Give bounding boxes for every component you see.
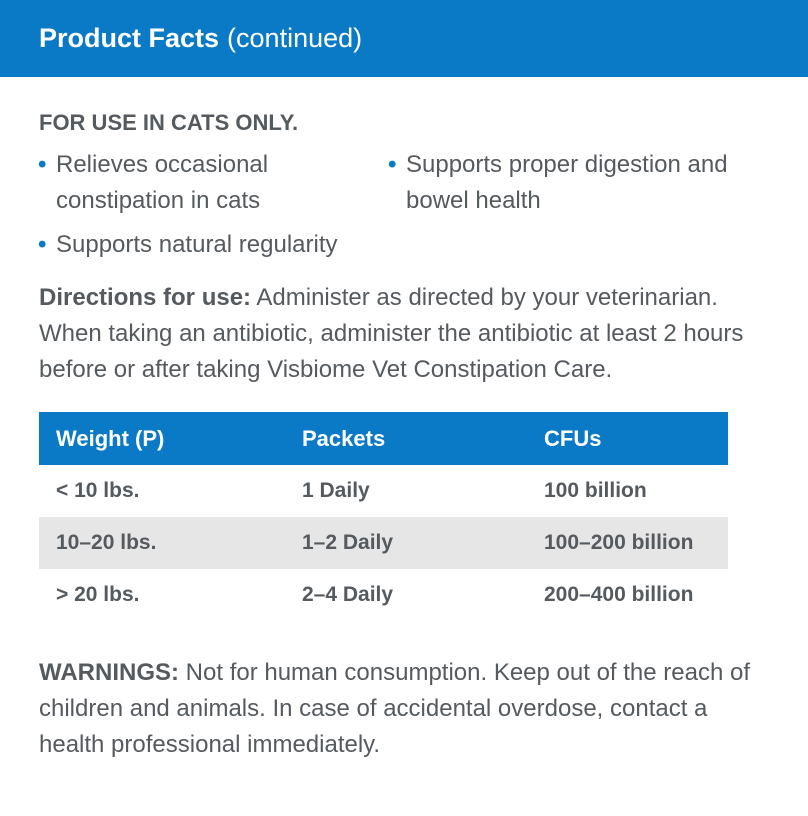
benefit-text: Supports proper digestion and bowel health <box>406 151 728 214</box>
table-cell-cfus: 200–400 billion <box>544 583 694 606</box>
benefit-text: Relieves occasional constipation in cats <box>56 151 269 214</box>
warnings-text: Not for human consumption. Keep out of the reach of children and animals. In case of accidental overdose, contact a health professional immediately. <box>39 659 751 758</box>
dosage-table <box>39 412 728 621</box>
header-subtitle: (continued) <box>227 23 363 53</box>
column-header-cfus: CFUs <box>544 412 728 465</box>
directions-label: Directions for use: <box>39 284 252 311</box>
table-cell-cfus: 100–200 billion <box>544 517 728 569</box>
column-header-weight: Weight (P) <box>39 412 302 465</box>
table-cell-packets: 1–2 Daily <box>302 517 544 569</box>
table-cell-packets: 2–4 Daily <box>302 583 394 606</box>
table-row <box>39 517 728 569</box>
table-cell-weight: < 10 lbs. <box>56 479 140 502</box>
table-cell-weight: > 20 lbs. <box>56 583 140 606</box>
bullet-icon: • <box>388 151 397 178</box>
benefit-text: Supports natural regularity <box>56 231 338 258</box>
directions-paragraph <box>39 280 779 388</box>
header-banner <box>0 0 808 77</box>
table-row <box>39 569 728 621</box>
table-cell-cfus: 100 billion <box>544 479 647 502</box>
directions-text: Administer as directed by your veterinarian. When taking an antibiotic, administer the antibiotic at least 2 hours before or after taking Visbiome Vet Constipation Care. <box>39 284 744 383</box>
usage-heading: FOR USE IN CATS ONLY. <box>39 110 299 135</box>
benefit-item <box>388 147 736 219</box>
header-title: Product Facts <box>39 23 220 53</box>
table-cell-weight: 10–20 lbs. <box>39 517 302 569</box>
table-row <box>39 465 728 517</box>
warnings-label: WARNINGS: <box>39 659 179 686</box>
warnings-paragraph <box>39 655 779 763</box>
table-cell-packets: 1 Daily <box>302 479 370 502</box>
benefit-item <box>38 227 416 263</box>
bullet-icon: • <box>38 151 47 178</box>
bullet-icon: • <box>38 231 47 258</box>
column-header-packets: Packets <box>302 412 544 465</box>
table-header-row <box>39 412 728 465</box>
dosage-table-wrapper <box>39 412 728 621</box>
benefit-item <box>38 147 356 219</box>
